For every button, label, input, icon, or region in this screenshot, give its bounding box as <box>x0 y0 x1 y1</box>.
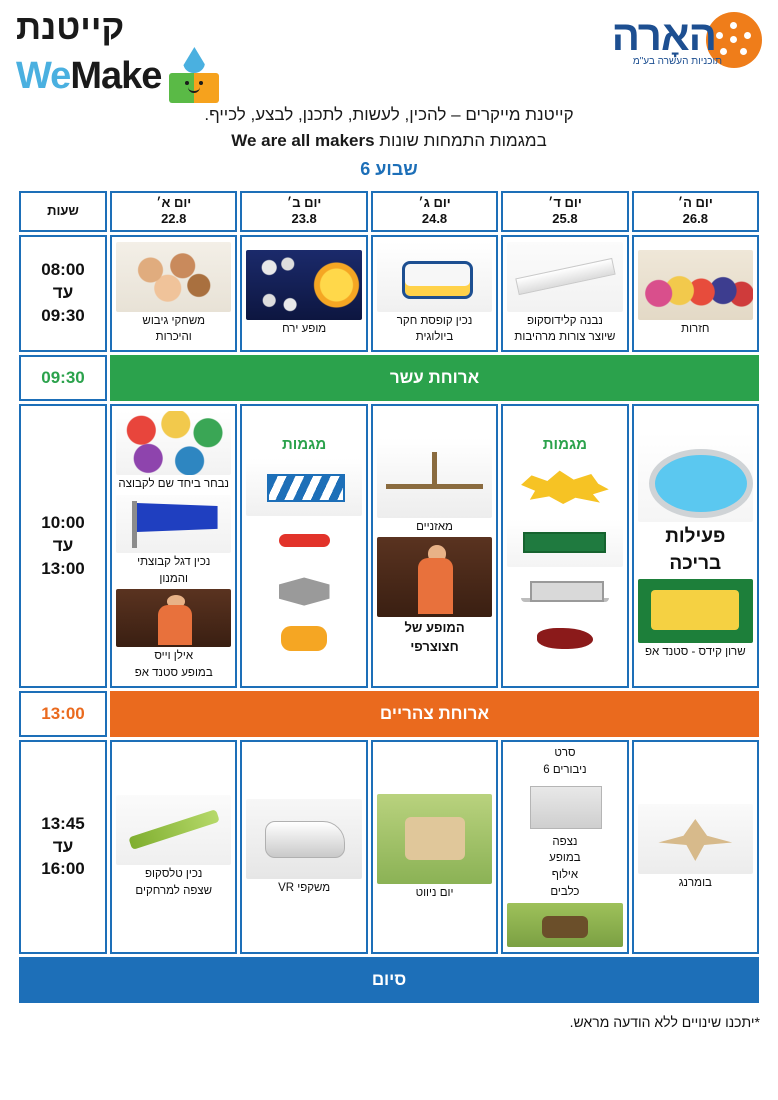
cell-caption-line-2: והמנון <box>159 572 189 585</box>
hour-end: 13:00 <box>41 558 85 578</box>
banner-lunch: ארוחת צהריים <box>110 691 759 737</box>
photo-moon-show <box>246 250 361 320</box>
cell-caption-line-4: במופע <box>549 852 581 865</box>
cell-sunday-morning <box>110 235 237 353</box>
hours-header: שעות <box>19 191 107 232</box>
cell-caption-balance: מאזניים <box>416 520 453 533</box>
cell-monday-midday <box>240 404 367 688</box>
section-title-tracks: מגמות <box>542 435 588 453</box>
hour-separator: עד <box>52 535 74 555</box>
day-name: יום ב׳ <box>286 195 322 210</box>
photo-circuit-board <box>507 519 622 567</box>
day-name: יום ג׳ <box>418 195 451 210</box>
photo-flag <box>116 495 231 553</box>
cell-wednesday-afternoon <box>501 740 628 954</box>
photo-navigation-day <box>377 794 492 884</box>
photo-clapperboard <box>246 458 361 516</box>
photo-kaleidoscope <box>507 242 622 312</box>
cell-thursday-midday <box>632 404 759 688</box>
cell-caption-line-2: בריכה <box>669 553 722 575</box>
hours-afternoon <box>19 740 107 954</box>
footnote: *יתכנו שינויים ללא הודעה מראש. <box>569 1013 760 1030</box>
cell-monday-morning <box>240 235 367 353</box>
table-header-row <box>19 191 759 232</box>
cell-caption-line-1: נבנה קלידוסקופ <box>526 314 603 327</box>
cell-caption-line-6: כלבים <box>550 886 580 899</box>
org-brand <box>582 10 762 75</box>
cell-tuesday-morning <box>371 235 498 353</box>
cell-caption-line-2: ניבורים 6 <box>543 763 587 776</box>
cell-caption: בומרנג <box>678 876 712 889</box>
wemake-logo-row <box>16 47 221 105</box>
photo-laptop <box>507 570 622 614</box>
hour-separator: עד <box>52 836 74 856</box>
photo-research-box <box>377 242 492 312</box>
hour-start: 13:45 <box>41 813 85 833</box>
table-row-lunch <box>19 691 759 737</box>
hour-end: 16:00 <box>41 859 85 879</box>
day-date: 22.8 <box>161 211 187 227</box>
cell-caption-line-2: ביולוגית <box>415 331 454 344</box>
cell-caption-sharon: שרון קידס - סטנד אפ <box>645 645 746 658</box>
tagline-line-2 <box>0 128 778 154</box>
wemake-mascot-icon <box>167 47 221 105</box>
photo-dog-training <box>507 903 622 947</box>
cell-caption-line-2: שיוצר צורות מרהיבות <box>514 331 616 344</box>
photo-trumpet-performer <box>377 537 492 617</box>
hours-morning <box>19 235 107 353</box>
cell-caption-line-1: המופע של <box>404 620 465 636</box>
hour-start: 10:00 <box>41 512 85 532</box>
photo-telescope <box>116 795 231 865</box>
day-date: 26.8 <box>682 211 708 227</box>
haara-logo <box>582 10 762 70</box>
cell-caption-line-2: והיכרות <box>155 331 192 344</box>
photo-team-hands <box>116 242 231 312</box>
day-date: 25.8 <box>552 211 578 227</box>
cell-caption: חזרות <box>681 322 710 335</box>
tagline <box>0 102 778 153</box>
photo-dragon <box>507 617 622 661</box>
photo-drone <box>246 519 361 567</box>
cell-thursday-morning <box>632 235 759 353</box>
day-date: 24.8 <box>421 211 448 227</box>
photo-kids-circle <box>116 411 231 475</box>
day-header-1 <box>110 191 237 232</box>
cell-wednesday-morning <box>501 235 628 353</box>
day-header-4 <box>501 191 628 232</box>
cell-caption-line-5: אילוף <box>551 869 579 882</box>
cell-caption-line-2: חצוצרפי <box>410 638 459 654</box>
photo-baaam <box>507 458 622 516</box>
hours-break-ten: 09:30 <box>19 355 107 401</box>
cell-wednesday-midday <box>501 404 628 688</box>
cell-caption-line-3: אילן וייס <box>154 650 194 663</box>
banner-break-ten: ארוחת עשר <box>110 355 759 401</box>
cell-caption-line-1: נכין טלסקופ <box>145 868 203 881</box>
cell-caption-group-name: נבחר ביחד שם לקבוצה <box>118 478 230 491</box>
photo-pool <box>638 432 753 522</box>
cell-caption-line-3: נצפה <box>552 835 578 848</box>
org-name: האָרה <box>611 12 716 59</box>
page-header <box>0 0 778 100</box>
day-name: יום ד׳ <box>548 195 582 210</box>
day-name: יום ה׳ <box>677 195 713 210</box>
day-date: 23.8 <box>291 211 317 227</box>
cell-tuesday-afternoon <box>371 740 498 954</box>
cell-caption-line-1: משחקי גיבוש <box>142 314 206 327</box>
cell-thursday-afternoon <box>632 740 759 954</box>
day-header-2 <box>240 191 367 232</box>
table-row-break-ten <box>19 355 759 401</box>
table-row-afternoon <box>19 740 759 954</box>
cell-caption: מופע ירח <box>282 322 327 335</box>
photo-scratch-cat <box>246 617 361 661</box>
hours-lunch: 13:00 <box>19 691 107 737</box>
cell-sunday-midday <box>110 404 237 688</box>
photo-vr-glasses <box>246 799 361 879</box>
wemake-wordmark <box>16 55 161 98</box>
hour-end: 09:30 <box>41 305 85 325</box>
table-row-midday <box>19 404 759 688</box>
photo-movie-poster <box>507 781 622 833</box>
tagline-line-1: קייטנת מייקרים – להכין, לעשות, לתכנן, לבצע, לכייף. <box>204 105 574 124</box>
camp-title: קייטנת <box>16 8 125 47</box>
cell-caption-line-1: נכין קופסת חקר <box>396 314 473 327</box>
org-subtitle: תוכניות העשרה בע"מ <box>632 56 722 67</box>
wemake-make-text: Make <box>70 54 162 97</box>
table-row-morning <box>19 235 759 353</box>
cell-caption: יום ניווט <box>415 886 454 899</box>
photo-boomerang <box>638 804 753 874</box>
week-title: שבוע 6 <box>360 159 418 179</box>
hours-midday <box>19 404 107 688</box>
camp-brand <box>16 10 221 105</box>
haara-network-icon <box>716 22 752 58</box>
schedule-table-wrapper <box>16 188 762 1006</box>
tagline-line-2-rest: במגמות התמחות שונות <box>379 130 547 150</box>
photo-sharon-kids <box>638 579 753 643</box>
day-name: יום א׳ <box>156 195 192 210</box>
day-header-5 <box>632 191 759 232</box>
cell-caption-line-1: סרט <box>554 747 576 760</box>
cell-tuesday-midday <box>371 404 498 688</box>
photo-rehearsal <box>638 250 753 320</box>
table-row-end <box>19 957 759 1003</box>
cell-caption-line-2: שצפה למרחקים <box>135 884 213 897</box>
cell-caption: משקפי VR <box>278 881 331 894</box>
photo-standup-comedian <box>116 589 231 647</box>
cell-sunday-afternoon <box>110 740 237 954</box>
cell-caption-line-1: פעילות <box>665 526 726 548</box>
section-title-tracks: מגמות <box>282 435 327 453</box>
schedule-table <box>16 188 762 1006</box>
cell-caption-line-4: במופע סטנד אפ <box>134 667 213 680</box>
hour-start: 08:00 <box>41 259 85 279</box>
banner-end: סיום <box>19 957 759 1003</box>
day-header-3 <box>371 191 498 232</box>
cell-monday-afternoon <box>240 740 367 954</box>
photo-balance-scale <box>377 438 492 518</box>
hour-separator: עד <box>52 282 74 302</box>
tagline-line-2-bold: We are all makers <box>231 130 375 150</box>
cell-caption-line-1: נכין דגל קבוצתי <box>137 555 211 568</box>
photo-unity-logo <box>246 570 361 614</box>
wemake-we-text: We <box>16 54 71 97</box>
